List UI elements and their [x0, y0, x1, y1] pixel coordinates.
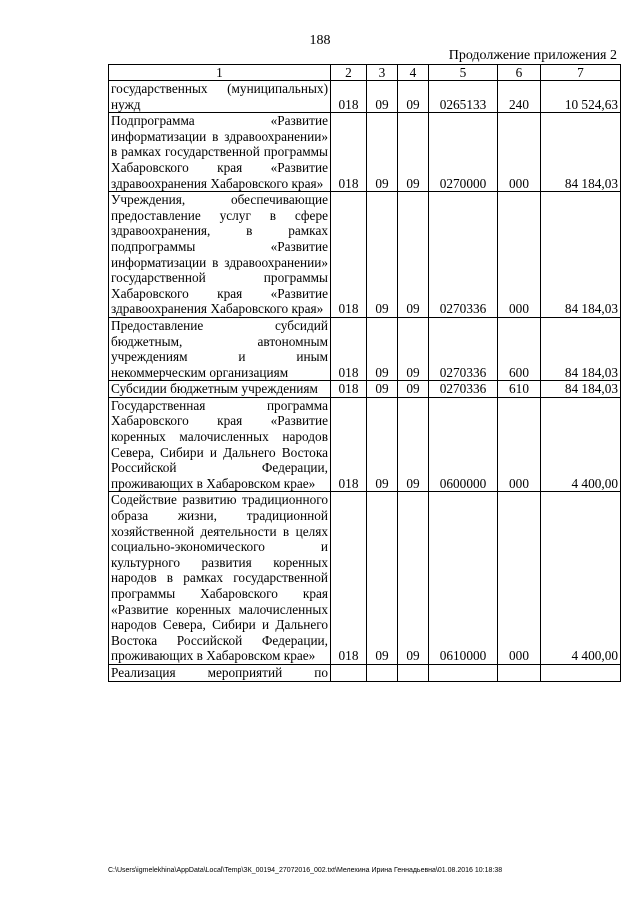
table-row	[109, 192, 621, 318]
cell-amount: 10 524,63	[541, 81, 621, 113]
cell-target-article: 0270336	[429, 192, 498, 318]
cell-subsection: 09	[398, 381, 429, 398]
cell-section: 09	[367, 81, 398, 113]
file-path-footer: C:\Users\igmelekhina\AppData\Local\Temp\ЗК_00194_27072016_002.txt\Мелехина Ирина Геннадьевна\01.08.2016 10:18:38	[108, 867, 503, 874]
cell-expense-type: 240	[498, 81, 541, 113]
cell-target-article: 0610000	[429, 492, 498, 665]
table-row	[109, 317, 621, 380]
table-row	[109, 492, 621, 665]
cell-admin-code: 018	[331, 492, 367, 665]
column-header: 2	[331, 65, 367, 81]
cell-amount: 84 184,03	[541, 113, 621, 192]
cell-amount: 4 400,00	[541, 492, 621, 665]
cell-section: 09	[367, 192, 398, 318]
row-description: Подпрограмма «Развитие информатизации в здравоохранении» в рамках государственной программы Хабаровского края «Развитие здравоохранения Хабаровского края»	[109, 113, 331, 192]
column-header: 1	[109, 65, 331, 81]
cell-subsection: 09	[398, 113, 429, 192]
cell-expense-type: 600	[498, 317, 541, 380]
cell-subsection: 09	[398, 317, 429, 380]
cell-admin-code: 018	[331, 81, 367, 113]
cell-expense-type: 000	[498, 397, 541, 492]
cell-target-article: 0265133	[429, 81, 498, 113]
cell-admin-code: 018	[331, 381, 367, 398]
cell-subsection: 09	[398, 192, 429, 318]
row-description: Содействие развитию традиционного образа жизни, традиционной хозяйственной деятельности в целях социально-экономического и культурного развития коренных народов в рамках государственной программы Хабаровского края «Развитие коренных малочисленных народов Севера, Сибири и Дальнего Востока Российской Федерации, проживающих в Хабаровском крае»	[109, 492, 331, 665]
cell-subsection: 09	[398, 81, 429, 113]
cell-expense-type: 610	[498, 381, 541, 398]
row-description: Предоставление субсидий бюджетным, автономным учреждениям и иным некоммерческим организациям	[109, 317, 331, 380]
table-row	[109, 81, 621, 113]
cell-expense-type: 000	[498, 192, 541, 318]
column-header: 4	[398, 65, 429, 81]
row-description: государственных (муниципальных) нужд	[109, 81, 331, 113]
cell-admin-code: 018	[331, 192, 367, 318]
cell-amount: 4 400,00	[541, 397, 621, 492]
table-row-partial	[109, 664, 621, 681]
table-row	[109, 381, 621, 398]
row-description: Реализация мероприятий по	[109, 664, 331, 681]
table-row	[109, 113, 621, 192]
cell-target-article: 0270336	[429, 317, 498, 380]
cell-target-article: 0600000	[429, 397, 498, 492]
header-row	[109, 65, 621, 81]
cell-section: 09	[367, 317, 398, 380]
row-description: Учреждения, обеспечивающие предоставление услуг в сфере здравоохранения, в рамках подпрограммы «Развитие информатизации в здравоохранении» государственной программы Хабаровского края «Развитие здравоохранения Хабаровского края»	[109, 192, 331, 318]
cell-section: 09	[367, 397, 398, 492]
cell-amount: 84 184,03	[541, 317, 621, 380]
cell-admin-code: 018	[331, 113, 367, 192]
cell-amount: 84 184,03	[541, 192, 621, 318]
cell-expense-type: 000	[498, 113, 541, 192]
table-row	[109, 397, 621, 492]
cell-section: 09	[367, 492, 398, 665]
page-number: 188	[309, 33, 331, 48]
cell-amount: 84 184,03	[541, 381, 621, 398]
cell-admin-code: 018	[331, 397, 367, 492]
cell-target-article: 0270000	[429, 113, 498, 192]
cell-subsection: 09	[398, 492, 429, 665]
cell-target-article: 0270336	[429, 381, 498, 398]
cell-subsection: 09	[398, 397, 429, 492]
cell-admin-code: 018	[331, 317, 367, 380]
column-header: 5	[429, 65, 498, 81]
continuation-label: Продолжение приложения 2	[448, 48, 617, 63]
column-header: 6	[498, 65, 541, 81]
cell-section: 09	[367, 381, 398, 398]
column-header: 3	[367, 65, 398, 81]
cell-section: 09	[367, 113, 398, 192]
row-description: Субсидии бюджетным учреждениям	[109, 381, 331, 398]
budget-table	[108, 64, 621, 682]
row-description: Государственная программа Хабаровского края «Развитие коренных малочисленных народов Севера, Сибири и Дальнего Востока Российской Федерации, проживающих в Хабаровском крае»	[109, 397, 331, 492]
cell-expense-type: 000	[498, 492, 541, 665]
column-header: 7	[541, 65, 621, 81]
